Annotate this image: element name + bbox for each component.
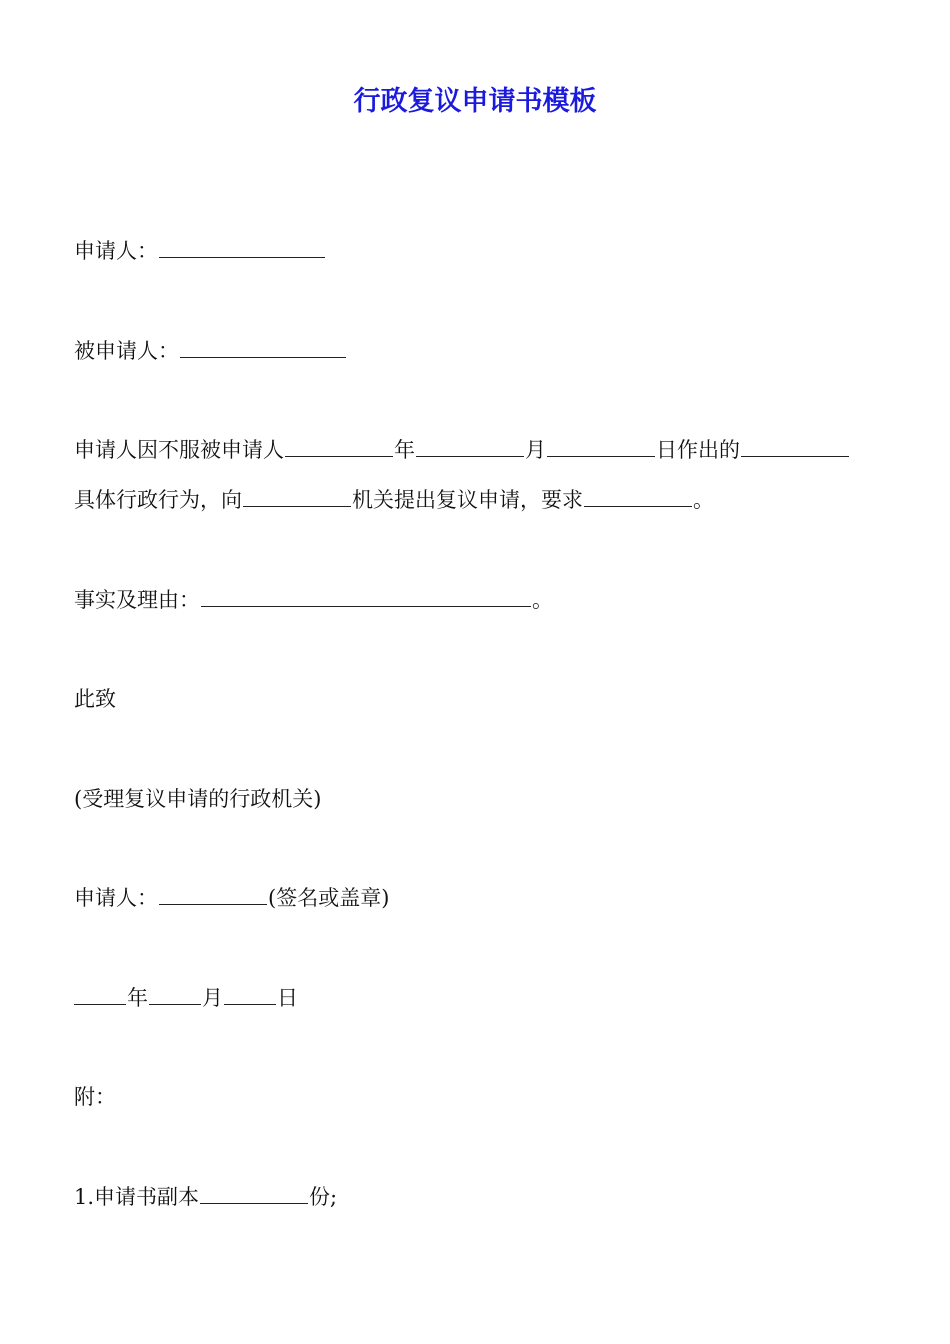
applicant-line bbox=[74, 236, 326, 266]
request-day-text: 日作出的 bbox=[656, 438, 740, 462]
date-day-blank[interactable] bbox=[224, 984, 276, 1005]
document-title: 行政复议申请书模板 bbox=[353, 86, 597, 117]
action-name-blank[interactable] bbox=[741, 436, 849, 457]
facts-blank[interactable] bbox=[201, 586, 531, 607]
respondent-label: 被申请人： bbox=[74, 339, 179, 363]
action-year-blank[interactable] bbox=[285, 436, 393, 457]
date-year-text: 年 bbox=[127, 986, 148, 1010]
date-day-text: 日 bbox=[277, 986, 298, 1010]
date-year-blank[interactable] bbox=[74, 984, 126, 1005]
authority-blank[interactable] bbox=[243, 486, 351, 507]
facts-label: 事实及理由： bbox=[74, 588, 200, 612]
request-month-text: 月 bbox=[525, 438, 546, 462]
attachment-item-1 bbox=[74, 1182, 337, 1212]
signature-note: (签名或盖章) bbox=[268, 886, 390, 910]
signature-blank[interactable] bbox=[159, 884, 267, 905]
attachment-label: 附： bbox=[74, 1085, 116, 1109]
request-demand-blank[interactable] bbox=[584, 486, 692, 507]
date-month-text: 月 bbox=[202, 986, 223, 1010]
request-line-2 bbox=[74, 485, 714, 515]
date-line bbox=[74, 983, 298, 1013]
action-day-blank[interactable] bbox=[547, 436, 655, 457]
request-text-3: 机关提出复议申请，要求 bbox=[352, 488, 583, 512]
copies-blank[interactable] bbox=[200, 1183, 308, 1204]
respondent-line bbox=[74, 336, 347, 366]
request-line-1 bbox=[74, 435, 850, 465]
date-month-blank[interactable] bbox=[149, 984, 201, 1005]
applicant-label: 申请人： bbox=[74, 239, 158, 263]
request-text-2: 具体行政行为，向 bbox=[74, 488, 242, 512]
request-end: 。 bbox=[693, 488, 714, 512]
signature-line bbox=[74, 883, 389, 913]
attachment-item-1-suffix: 份; bbox=[309, 1185, 338, 1209]
request-text-1: 申请人因不服被申请人 bbox=[74, 438, 284, 462]
action-month-blank[interactable] bbox=[416, 436, 524, 457]
signature-label: 申请人： bbox=[74, 886, 158, 910]
respondent-blank[interactable] bbox=[180, 337, 346, 358]
recipient: (受理复议申请的行政机关) bbox=[74, 787, 322, 811]
facts-end: 。 bbox=[532, 588, 553, 612]
applicant-blank[interactable] bbox=[159, 237, 325, 258]
attachment-item-1-prefix: 1.申请书副本 bbox=[74, 1185, 200, 1209]
facts-line bbox=[74, 585, 553, 615]
salutation: 此致 bbox=[74, 687, 116, 711]
request-year-text: 年 bbox=[394, 438, 415, 462]
